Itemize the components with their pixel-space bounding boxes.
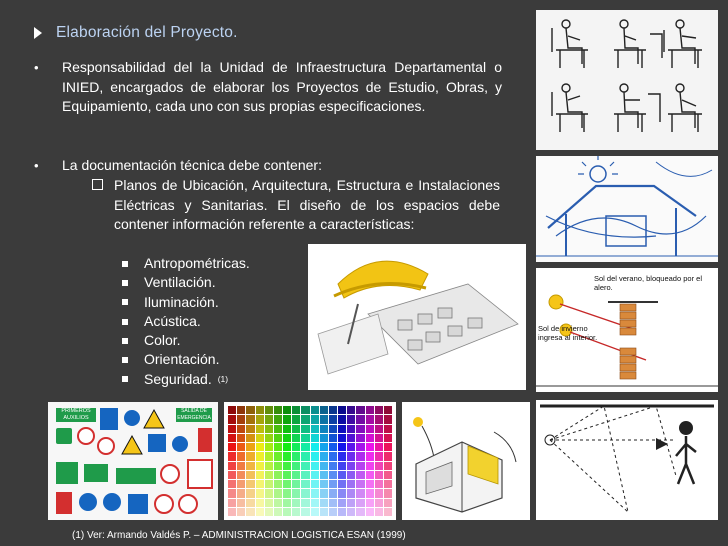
color-swatch bbox=[338, 425, 346, 433]
color-swatch bbox=[283, 443, 291, 451]
color-swatch bbox=[283, 415, 291, 423]
color-swatch bbox=[301, 489, 309, 497]
slide-title: Elaboración del Proyecto. bbox=[56, 24, 238, 41]
color-swatch bbox=[256, 480, 264, 488]
color-swatch bbox=[347, 499, 355, 507]
color-swatch bbox=[338, 508, 346, 516]
helmet-plans-image bbox=[308, 244, 526, 390]
color-swatch bbox=[311, 425, 319, 433]
color-swatch bbox=[347, 462, 355, 470]
safety-signs-image bbox=[48, 402, 218, 520]
color-swatch bbox=[338, 415, 346, 423]
color-swatch bbox=[228, 434, 236, 442]
color-swatch bbox=[366, 452, 374, 460]
exit-sign: SALIDA DE EMERGENCIA bbox=[177, 408, 211, 421]
color-swatch bbox=[320, 434, 328, 442]
list-item: Seguridad. (1) bbox=[122, 370, 250, 389]
color-swatch bbox=[228, 462, 236, 470]
color-swatch bbox=[384, 425, 392, 433]
list-item: Iluminación. bbox=[122, 293, 250, 312]
bullet-dot-icon: • bbox=[34, 60, 39, 75]
title-row bbox=[34, 24, 238, 42]
color-swatch bbox=[329, 425, 337, 433]
color-swatch bbox=[311, 480, 319, 488]
color-swatch bbox=[256, 452, 264, 460]
color-swatch bbox=[366, 406, 374, 414]
color-swatch bbox=[366, 434, 374, 442]
color-swatch bbox=[301, 443, 309, 451]
color-swatch bbox=[292, 406, 300, 414]
color-swatch bbox=[356, 489, 364, 497]
color-swatch bbox=[320, 489, 328, 497]
color-swatch bbox=[366, 508, 374, 516]
color-swatch bbox=[246, 415, 254, 423]
color-palette-image bbox=[224, 402, 396, 520]
color-swatch bbox=[320, 471, 328, 479]
color-swatch bbox=[228, 415, 236, 423]
color-swatch bbox=[274, 499, 282, 507]
characteristics-list bbox=[122, 254, 250, 389]
color-swatch bbox=[265, 471, 273, 479]
color-swatch bbox=[301, 480, 309, 488]
color-swatch bbox=[311, 443, 319, 451]
color-swatch bbox=[228, 471, 236, 479]
color-swatch bbox=[329, 415, 337, 423]
paragraph-1-text: Responsabilidad del la Unidad de Infraestructura Departamental o INIED, encargados de elaborar los Proyectos de Estudio, Obras, y Equipamiento, cada uno con sus propias especificaciones. bbox=[62, 59, 502, 114]
color-swatch bbox=[356, 406, 364, 414]
color-swatch bbox=[301, 462, 309, 470]
color-swatch bbox=[311, 508, 319, 516]
color-swatch bbox=[283, 471, 291, 479]
color-swatch bbox=[265, 499, 273, 507]
color-swatch bbox=[320, 508, 328, 516]
color-swatch bbox=[283, 480, 291, 488]
paragraph-2-text: La documentación técnica debe contener: bbox=[62, 157, 322, 173]
color-swatch bbox=[338, 499, 346, 507]
color-swatch bbox=[265, 462, 273, 470]
color-swatch bbox=[320, 452, 328, 460]
square-bullet-icon bbox=[122, 338, 128, 344]
color-swatch bbox=[256, 443, 264, 451]
color-swatch bbox=[356, 443, 364, 451]
color-swatch bbox=[338, 489, 346, 497]
color-swatch bbox=[246, 462, 254, 470]
color-swatch bbox=[347, 443, 355, 451]
color-swatch bbox=[320, 406, 328, 414]
color-swatch bbox=[246, 425, 254, 433]
color-swatch bbox=[256, 434, 264, 442]
color-swatch bbox=[265, 406, 273, 414]
paragraph-2 bbox=[34, 156, 502, 176]
color-swatch bbox=[384, 415, 392, 423]
color-swatch bbox=[384, 471, 392, 479]
color-swatch bbox=[375, 425, 383, 433]
color-swatch bbox=[384, 434, 392, 442]
color-swatch bbox=[274, 462, 282, 470]
color-swatch bbox=[329, 471, 337, 479]
color-swatch bbox=[384, 508, 392, 516]
color-swatch bbox=[292, 508, 300, 516]
color-swatch bbox=[237, 415, 245, 423]
color-swatch bbox=[228, 425, 236, 433]
color-swatch bbox=[237, 406, 245, 414]
square-bullet-icon bbox=[122, 357, 128, 363]
color-swatch bbox=[384, 443, 392, 451]
color-swatch bbox=[329, 480, 337, 488]
color-swatch bbox=[256, 471, 264, 479]
color-swatch bbox=[237, 471, 245, 479]
color-swatch bbox=[237, 508, 245, 516]
color-swatch bbox=[366, 480, 374, 488]
color-swatch bbox=[375, 406, 383, 414]
color-swatch bbox=[338, 480, 346, 488]
color-swatch bbox=[375, 471, 383, 479]
color-swatch bbox=[375, 434, 383, 442]
color-swatch bbox=[347, 471, 355, 479]
color-swatch bbox=[375, 489, 383, 497]
color-swatch bbox=[228, 443, 236, 451]
color-swatch bbox=[320, 480, 328, 488]
color-swatch bbox=[256, 462, 264, 470]
color-swatch bbox=[301, 425, 309, 433]
color-swatch bbox=[274, 425, 282, 433]
list-item: Ventilación. bbox=[122, 273, 250, 292]
color-swatch bbox=[274, 508, 282, 516]
color-swatch bbox=[301, 508, 309, 516]
color-swatch bbox=[347, 508, 355, 516]
color-swatch bbox=[311, 434, 319, 442]
color-swatch bbox=[384, 406, 392, 414]
color-swatch bbox=[246, 434, 254, 442]
color-swatch bbox=[283, 508, 291, 516]
color-swatch bbox=[384, 462, 392, 470]
color-swatch bbox=[274, 489, 282, 497]
color-swatch bbox=[228, 499, 236, 507]
color-swatch bbox=[311, 415, 319, 423]
color-swatch bbox=[274, 434, 282, 442]
color-swatch bbox=[265, 443, 273, 451]
citation-mark: (1) bbox=[217, 373, 229, 384]
ergonomics-image bbox=[536, 10, 718, 150]
color-swatch bbox=[347, 434, 355, 442]
color-swatch bbox=[356, 471, 364, 479]
color-swatch bbox=[301, 415, 309, 423]
color-swatch bbox=[366, 499, 374, 507]
color-swatch bbox=[237, 499, 245, 507]
color-swatch bbox=[283, 452, 291, 460]
sub-item-text: Planos de Ubicación, Arquitectura, Estructura e Instalaciones Eléctricas y Sanitarias. El diseño de los espacios debe contener información referente a características: bbox=[114, 177, 500, 232]
square-bullet-icon bbox=[122, 280, 128, 286]
color-swatch bbox=[274, 415, 282, 423]
color-swatch bbox=[384, 480, 392, 488]
color-swatch bbox=[292, 415, 300, 423]
color-swatch-grid bbox=[228, 406, 392, 516]
color-swatch bbox=[356, 415, 364, 423]
color-swatch bbox=[246, 443, 254, 451]
color-swatch bbox=[311, 452, 319, 460]
color-swatch bbox=[292, 480, 300, 488]
color-swatch bbox=[338, 443, 346, 451]
ergonomic-figures-icon bbox=[536, 10, 718, 150]
color-swatch bbox=[338, 406, 346, 414]
color-swatch bbox=[301, 499, 309, 507]
color-swatch bbox=[265, 489, 273, 497]
color-swatch bbox=[246, 406, 254, 414]
color-swatch bbox=[256, 425, 264, 433]
color-swatch bbox=[375, 508, 383, 516]
square-bullet-icon bbox=[122, 376, 128, 382]
color-swatch bbox=[265, 480, 273, 488]
color-swatch bbox=[356, 480, 364, 488]
color-swatch bbox=[292, 471, 300, 479]
color-swatch bbox=[246, 489, 254, 497]
color-swatch bbox=[301, 471, 309, 479]
color-swatch bbox=[356, 462, 364, 470]
square-bullet-icon bbox=[122, 319, 128, 325]
color-swatch bbox=[347, 489, 355, 497]
square-bullet-icon bbox=[122, 299, 128, 305]
color-swatch bbox=[265, 425, 273, 433]
checkbox-bullet-icon bbox=[92, 179, 104, 191]
color-swatch bbox=[301, 452, 309, 460]
list-item: Antropométricas. bbox=[122, 254, 250, 273]
color-swatch bbox=[311, 489, 319, 497]
color-swatch bbox=[347, 406, 355, 414]
color-swatch bbox=[329, 489, 337, 497]
color-swatch bbox=[320, 425, 328, 433]
color-swatch bbox=[237, 452, 245, 460]
color-swatch bbox=[384, 489, 392, 497]
color-swatch bbox=[320, 462, 328, 470]
color-swatch bbox=[237, 462, 245, 470]
color-swatch bbox=[246, 471, 254, 479]
color-swatch bbox=[237, 443, 245, 451]
color-swatch bbox=[237, 480, 245, 488]
color-swatch bbox=[311, 499, 319, 507]
color-swatch bbox=[265, 415, 273, 423]
title-bullet-icon bbox=[34, 27, 42, 39]
color-swatch bbox=[366, 471, 374, 479]
helmet-blueprint-icon bbox=[308, 244, 526, 390]
color-swatch bbox=[292, 425, 300, 433]
color-swatch bbox=[375, 443, 383, 451]
color-swatch bbox=[283, 406, 291, 414]
color-swatch bbox=[292, 489, 300, 497]
color-swatch bbox=[283, 434, 291, 442]
color-swatch bbox=[292, 443, 300, 451]
color-swatch bbox=[265, 508, 273, 516]
color-swatch bbox=[338, 462, 346, 470]
color-swatch bbox=[347, 452, 355, 460]
color-swatch bbox=[237, 434, 245, 442]
sun-angle-diagram-image bbox=[536, 268, 718, 392]
color-swatch bbox=[274, 452, 282, 460]
color-swatch bbox=[228, 406, 236, 414]
color-swatch bbox=[320, 415, 328, 423]
color-swatch bbox=[283, 462, 291, 470]
color-swatch bbox=[256, 415, 264, 423]
color-swatch bbox=[301, 406, 309, 414]
sound-reflection-icon bbox=[536, 400, 718, 520]
color-swatch bbox=[228, 508, 236, 516]
color-swatch bbox=[375, 462, 383, 470]
color-swatch bbox=[384, 499, 392, 507]
color-swatch bbox=[246, 508, 254, 516]
color-swatch bbox=[292, 462, 300, 470]
first-aid-sign: PRIMEROS AUXILIOS bbox=[56, 408, 96, 422]
square-bullet-icon bbox=[122, 261, 128, 267]
color-swatch bbox=[283, 489, 291, 497]
color-swatch bbox=[246, 480, 254, 488]
color-swatch bbox=[246, 499, 254, 507]
color-swatch bbox=[256, 406, 264, 414]
color-swatch bbox=[375, 480, 383, 488]
color-swatch bbox=[265, 434, 273, 442]
color-swatch bbox=[356, 452, 364, 460]
ventilation-sketch-image bbox=[536, 156, 718, 262]
footnote: (1) Ver: Armando Valdés P. – ADMINISTRACION LOGISTICA ESAN (1999) bbox=[72, 530, 406, 541]
color-swatch bbox=[329, 406, 337, 414]
color-swatch bbox=[338, 452, 346, 460]
color-swatch bbox=[329, 452, 337, 460]
color-swatch bbox=[356, 425, 364, 433]
color-swatch bbox=[292, 499, 300, 507]
color-swatch bbox=[375, 452, 383, 460]
color-swatch bbox=[256, 499, 264, 507]
color-swatch bbox=[237, 489, 245, 497]
color-swatch bbox=[292, 434, 300, 442]
color-swatch bbox=[283, 499, 291, 507]
building-orientation-icon bbox=[402, 402, 530, 520]
color-swatch bbox=[265, 452, 273, 460]
list-item: Color. bbox=[122, 331, 250, 350]
color-swatch bbox=[228, 452, 236, 460]
acoustics-sketch-image bbox=[536, 400, 718, 520]
color-swatch bbox=[356, 499, 364, 507]
color-swatch bbox=[329, 499, 337, 507]
color-swatch bbox=[311, 462, 319, 470]
paragraph-1 bbox=[34, 58, 502, 117]
color-swatch bbox=[366, 425, 374, 433]
color-swatch bbox=[338, 434, 346, 442]
color-swatch bbox=[228, 489, 236, 497]
color-swatch bbox=[274, 406, 282, 414]
house-ventilation-icon bbox=[536, 156, 718, 262]
summer-sun-label: Sol del verano, bloqueado por el alero. bbox=[594, 274, 702, 292]
color-swatch bbox=[384, 452, 392, 460]
list-item: Orientación. bbox=[122, 350, 250, 369]
color-swatch bbox=[329, 462, 337, 470]
color-swatch bbox=[246, 452, 254, 460]
color-swatch bbox=[320, 499, 328, 507]
color-swatch bbox=[356, 508, 364, 516]
sub-item bbox=[92, 176, 500, 235]
color-swatch bbox=[347, 415, 355, 423]
list-item: Acústica. bbox=[122, 312, 250, 331]
color-swatch bbox=[347, 425, 355, 433]
color-swatch bbox=[366, 489, 374, 497]
color-swatch bbox=[356, 434, 364, 442]
color-swatch bbox=[320, 443, 328, 451]
color-swatch bbox=[338, 471, 346, 479]
color-swatch bbox=[274, 480, 282, 488]
color-swatch bbox=[329, 443, 337, 451]
color-swatch bbox=[292, 452, 300, 460]
winter-sun-label: Sol de invierno ingresa al interior. bbox=[538, 324, 598, 342]
color-swatch bbox=[301, 434, 309, 442]
color-swatch bbox=[228, 480, 236, 488]
color-swatch bbox=[311, 471, 319, 479]
color-swatch bbox=[347, 480, 355, 488]
color-swatch bbox=[274, 471, 282, 479]
color-swatch bbox=[366, 443, 374, 451]
color-swatch bbox=[366, 462, 374, 470]
color-swatch bbox=[283, 425, 291, 433]
bullet-dot-icon: • bbox=[34, 158, 39, 173]
color-swatch bbox=[256, 508, 264, 516]
color-swatch bbox=[274, 443, 282, 451]
color-swatch bbox=[366, 415, 374, 423]
color-swatch bbox=[329, 508, 337, 516]
color-swatch bbox=[311, 406, 319, 414]
color-swatch bbox=[375, 415, 383, 423]
color-swatch bbox=[237, 425, 245, 433]
color-swatch bbox=[375, 499, 383, 507]
color-swatch bbox=[256, 489, 264, 497]
color-swatch bbox=[329, 434, 337, 442]
orientation-sketch-image bbox=[402, 402, 530, 520]
